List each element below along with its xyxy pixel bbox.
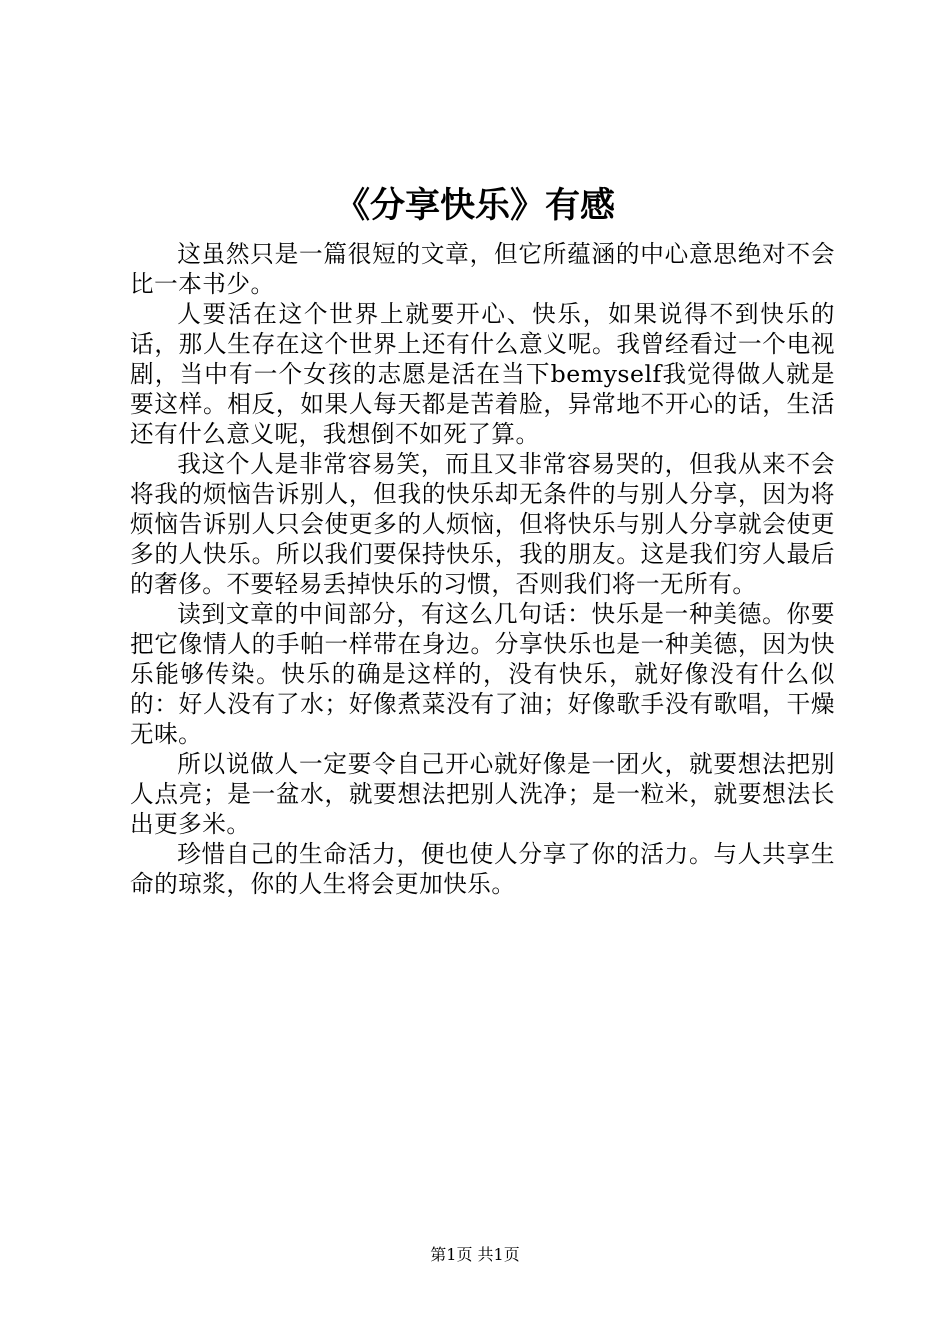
document-title: 《分享快乐》有感 <box>334 185 615 226</box>
paragraph-3: 我这个人是非常容易笑，而且又非常容易哭的，但我从来不会将我的烦恼告诉别人，但我的快乐却无条件的与别人分享，因为将烦恼告诉别人只会使更多的人烦恼，但将快乐与别人分享就会使更多的人快乐。所以我们要保持快乐，我的朋友。这是我们穷人最后的奢侈。不要轻易丢掉快乐的习惯，否则我们将一无所有。 <box>130 450 835 598</box>
paragraph-5: 所以说做人一定要令自己开心就好像是一团火，就要想法把别人点亮；是一盆水，就要想法把别人洗净；是一粒米，就要想法长出更多米。 <box>130 750 835 838</box>
paragraph-4: 读到文章的中间部分，有这么几句话：快乐是一种美德。你要把它像情人的手帕一样带在身边。分享快乐也是一种美德，因为快乐能够传染。快乐的确是这样的，没有快乐，就好像没有什么似的：好人没有了水；好像煮菜没有了油；好像歌手没有歌唱，干燥无味。 <box>130 600 835 748</box>
paragraph-1: 这虽然只是一篇很短的文章，但它所蕴涵的中心意思绝对不会比一本书少。 <box>130 240 835 298</box>
page-footer: 第1页 共1页 <box>430 1245 520 1264</box>
document-body <box>130 239 835 899</box>
paragraph-6: 珍惜自己的生命活力，便也使人分享了你的活力。与人共享生命的琼浆，你的人生将会更加快乐。 <box>130 840 835 898</box>
paragraph-2: 人要活在这个世界上就要开心、快乐，如果说得不到快乐的话，那人生存在这个世界上还有什么意义呢。我曾经看过一个电视剧，当中有一个女孩的志愿是活在当下bemyself我觉得做人就是要这样。相反，如果人每天都是苦着脸，异常地不开心的话，生活还有什么意义呢，我想倒不如死了算。 <box>130 300 835 448</box>
